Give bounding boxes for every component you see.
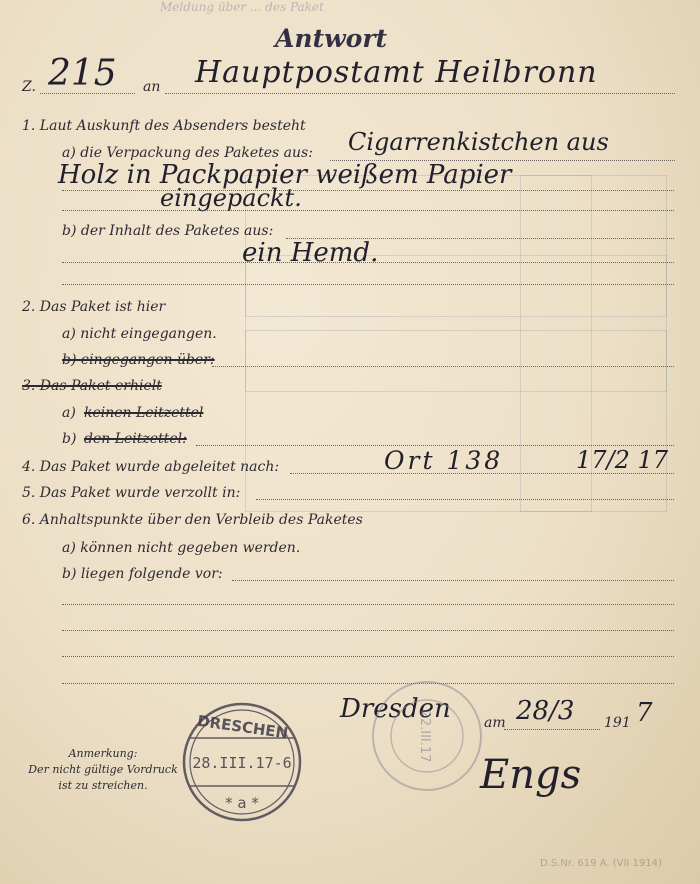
section-6b-label: b) liegen folgende vor: [62, 566, 223, 582]
place-date-value: 28/3 [516, 696, 575, 726]
section-4-label: 4. Das Paket wurde abgeleitet nach: [22, 459, 280, 475]
reverse-form-grid-row [245, 330, 667, 392]
place-year-suffix: 7 [636, 698, 653, 728]
section-1a-label: a) die Verpackung des Paketes aus: [62, 145, 313, 161]
number-value: 215 [48, 53, 117, 94]
section-2a-label: a) nicht eingegangen. [62, 326, 217, 342]
number-label: Z. [22, 79, 36, 95]
blank-line [62, 656, 674, 657]
section-6-heading: 6. Anhaltspunkte über den Verbleib des Paketes [22, 512, 363, 528]
section-4-date: 17/2 17 [576, 446, 669, 474]
remark-line-2: ist zu streichen. [58, 779, 148, 792]
section-1-heading: 1. Laut Auskunft des Absenders besteht [22, 118, 306, 134]
section-3-heading: 3. Das Paket erhielt [22, 378, 162, 394]
place-am-label: am [484, 715, 506, 731]
place-value: Dresden [340, 694, 451, 724]
dresden-postmark-date: 28.III.17-6 [192, 754, 292, 772]
section-5-line [256, 499, 674, 500]
section-2b-line [212, 366, 674, 367]
section-6a-label: a) können nicht gegeben werden. [62, 540, 301, 556]
section-1b-label: b) der Inhalt des Paketes aus: [62, 223, 274, 239]
dresden-postmark-city: DRESCHEN [196, 711, 290, 743]
place-year-prefix: 191 [604, 715, 631, 731]
section-1a-line-2 [62, 190, 674, 191]
section-1b-line-3 [62, 284, 674, 285]
section-1a-value-2: Holz in Packpapier weißem Papier [58, 160, 512, 190]
section-3b-label: den Leitzettel: [84, 431, 187, 447]
remark-note [18, 746, 188, 794]
section-1b-value: ein Hemd. [242, 238, 379, 268]
section-4-value: Ort 138 [384, 446, 504, 475]
faint-postmark [365, 672, 495, 802]
dresden-postmark-code: * a * [225, 794, 259, 812]
reverse-side-heading: Meldung über ... des Paket [160, 0, 324, 14]
section-3a-prefix: a) [62, 405, 76, 421]
blank-line [62, 630, 674, 631]
remark-heading: Anmerkung: [68, 747, 138, 760]
section-1a-value-1: Cigarrenkistchen aus [348, 128, 609, 156]
place-date-line [504, 729, 600, 730]
faint-postmark-text: 22.III.17 [417, 709, 432, 763]
blank-line [62, 604, 674, 605]
section-6b-line [232, 580, 674, 581]
section-1a-value-3: eingepackt. [160, 184, 302, 212]
section-5-label: 5. Das Paket wurde verzollt in: [22, 485, 241, 501]
recipient-value: Hauptpostamt Heilbronn [195, 55, 598, 90]
recipient-label: an [143, 79, 161, 95]
form-print-code: D.S.Nr. 619 A. (VII 1914) [540, 858, 662, 869]
section-2b-label: b) eingegangen über: [62, 352, 215, 368]
section-2-heading: 2. Das Paket ist hier [22, 299, 166, 315]
section-3a-label: keinen Leitzettel [84, 405, 204, 421]
remark-line-1: Der nicht gültige Vordruck [28, 763, 178, 776]
signature: Engs [480, 752, 582, 798]
dresden-postmark [170, 688, 320, 838]
section-3b-prefix: b) [62, 431, 77, 447]
form-title: Antwort [275, 24, 388, 53]
section-1a-line-3 [62, 210, 674, 211]
recipient-line [165, 93, 675, 94]
